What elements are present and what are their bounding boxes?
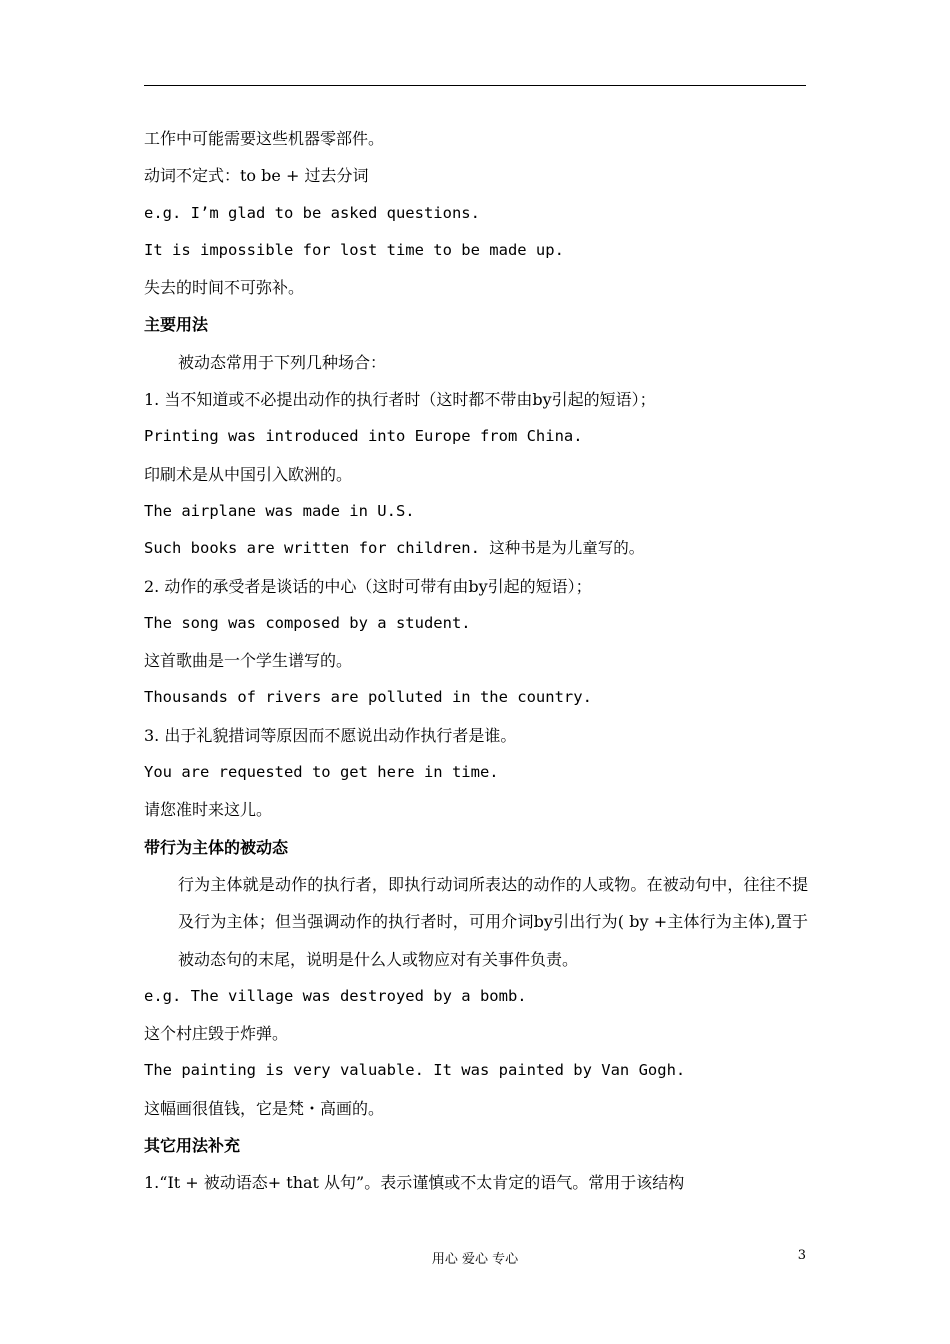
- section-heading: 主要用法: [144, 315, 209, 335]
- example-sentence: It is impossible for lost time to be made up.: [144, 240, 564, 259]
- translation-line: 请您准时来这儿。: [144, 800, 273, 820]
- example-sentence: Such books are written for children. 这种书是为儿童写的。: [144, 539, 645, 558]
- body-line: 工作中可能需要这些机器零部件。: [144, 129, 385, 148]
- body-line: 动词不定式：to be + 过去分词: [144, 166, 369, 186]
- example-sentence: Printing was introduced into Europe from China.: [144, 427, 583, 446]
- translation-line: 印刷术是从中国引入欧洲的。: [144, 464, 353, 484]
- example-sentence: e.g. I’m glad to be asked questions.: [144, 203, 480, 222]
- numbered-item: 2. 动作的承受者是谈话的中心（这时可带有由by引起的短语）；: [144, 576, 592, 596]
- example-sentence: Thousands of rivers are polluted in the country.: [144, 688, 592, 707]
- body-paragraph: 行为主体就是动作的执行者，即执行动词所表达的动作的人或物。在被动句中，往往不提及行为主体；但当强调动作的执行者时，可用介词by引出行为( by +主体行为主体),置于被动态句的末尾，说明是什么人或物应对有关事件负责。: [178, 874, 808, 969]
- page-body: [144, 120, 808, 1202]
- section-heading: 带行为主体的被动态: [144, 837, 289, 857]
- example-sentence: The airplane was made in U.S.: [144, 501, 415, 520]
- page-number: 3: [797, 1248, 806, 1263]
- translation-line: 这首歌曲是一个学生谱写的。: [144, 651, 353, 671]
- example-sentence: The painting is very valuable. It was painted by Van Gogh.: [144, 1061, 686, 1080]
- body-line: 被动态常用于下列几种场合：: [178, 352, 387, 372]
- section-heading: 其它用法补充: [144, 1136, 241, 1156]
- header-rule: [144, 85, 806, 86]
- example-sentence: You are requested to get here in time.: [144, 763, 499, 782]
- numbered-item: 1. 当不知道或不必提出动作的执行者时（这时都不带由by引起的短语）；: [144, 390, 656, 410]
- footer-motto: 用心 爱心 专心: [431, 1252, 519, 1267]
- numbered-item: 3. 出于礼貌措词等原因而不愿说出动作执行者是谁。: [144, 725, 517, 745]
- page-footer: [0, 1248, 950, 1268]
- translation-line: 这个村庄毁于炸弹。: [144, 1024, 289, 1044]
- example-sentence: The song was composed by a student.: [144, 613, 471, 632]
- translation-line: 失去的时间不可弥补。: [144, 278, 305, 298]
- translation-line: 这幅画很值钱，它是梵・高画的。: [144, 1098, 385, 1118]
- example-sentence: e.g. The village was destroyed by a bomb.: [144, 986, 527, 1005]
- numbered-item: 1.“It + 被动语态+ that 从句”。表示谨慎或不太肯定的语气。常用于该结构: [144, 1173, 685, 1193]
